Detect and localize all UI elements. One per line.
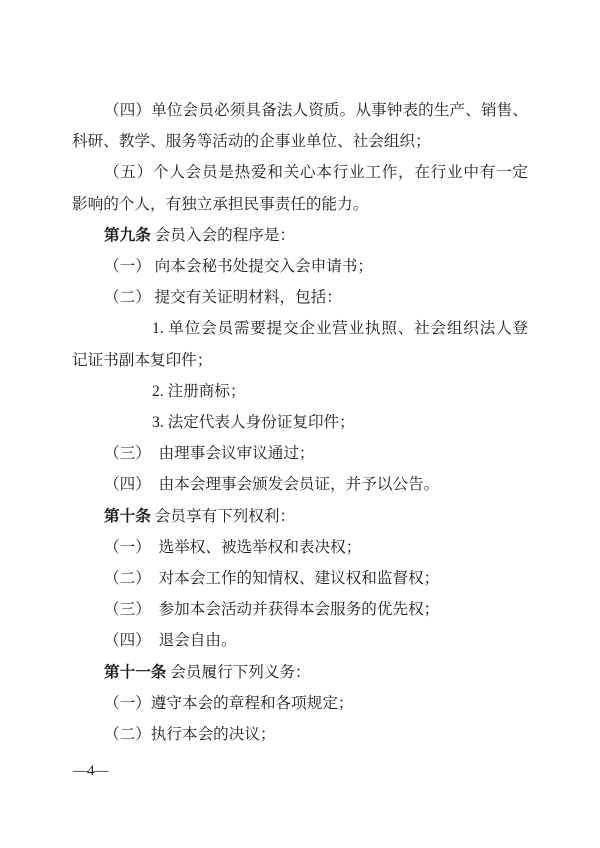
line-text: （四）单位会员必须具备法人资质。从事钟表的生产、销售、 (104, 102, 528, 119)
line-text: 会员入会的程序是： (150, 226, 296, 244)
line-text: 会员享有下列权利： (150, 507, 296, 525)
page-number: —4— (73, 763, 108, 779)
line-text: 记证书副本复印件； (72, 351, 213, 369)
line-text: （一） 向本会秘书处提交入会申请书； (104, 258, 373, 276)
doc-line (72, 594, 528, 625)
article-number: 第十条 (104, 507, 151, 525)
doc-line (72, 251, 528, 282)
doc-line (72, 563, 528, 594)
doc-line (72, 657, 528, 688)
article-number: 第九条 (104, 226, 151, 244)
doc-line (72, 95, 528, 126)
line-text: （二） 提交有关证明材料，包括： (104, 289, 342, 307)
line-text: （三） 由理事会议审议通过； (104, 445, 315, 463)
document-body (72, 95, 528, 750)
doc-line (72, 407, 528, 438)
line-text: 影响的个人，有独立承担民事责任的能力。 (72, 195, 369, 213)
doc-line (72, 501, 528, 532)
line-text: （三） 参加本会活动并获得本会服务的优先权； (104, 601, 440, 619)
line-text: 1. 单位会员需要提交企业营业执照、社会组织法人登 (152, 320, 528, 338)
doc-line (72, 157, 528, 188)
line-text: 2. 注册商标； (152, 382, 246, 400)
doc-line (72, 625, 528, 656)
doc-line (72, 126, 528, 157)
doc-line (72, 189, 528, 220)
doc-line (72, 688, 528, 719)
line-text: 科研、教学、服务等活动的企事业单位、社会组织； (72, 133, 431, 151)
line-text: （五）个人会员是热爱和关心本行业工作，在行业中有一定 (104, 164, 528, 182)
article-number: 第十一条 (104, 663, 167, 681)
doc-line (72, 345, 528, 376)
doc-line (72, 469, 528, 500)
line-text: 3. 法定代表人身份证复印件； (152, 414, 355, 432)
line-text: （四） 退会自由。 (104, 632, 237, 650)
doc-line (72, 532, 528, 563)
line-text: （二） 对本会工作的知情权、建议权和监督权； (104, 570, 440, 588)
doc-line (72, 220, 528, 251)
line-text: （二）执行本会的决议； (104, 726, 276, 744)
doc-line (72, 719, 528, 750)
line-text: （四） 由本会理事会颁发会员证，并予以公告。 (104, 476, 440, 494)
doc-line (72, 282, 528, 313)
line-text: （一）遵守本会的章程和各项规定； (104, 694, 354, 712)
doc-line (72, 313, 528, 344)
doc-line (72, 438, 528, 469)
line-text: （一） 选举权、被选举权和表决权； (104, 538, 362, 556)
line-text: 会员履行下列义务： (166, 663, 311, 681)
doc-line (72, 376, 528, 407)
